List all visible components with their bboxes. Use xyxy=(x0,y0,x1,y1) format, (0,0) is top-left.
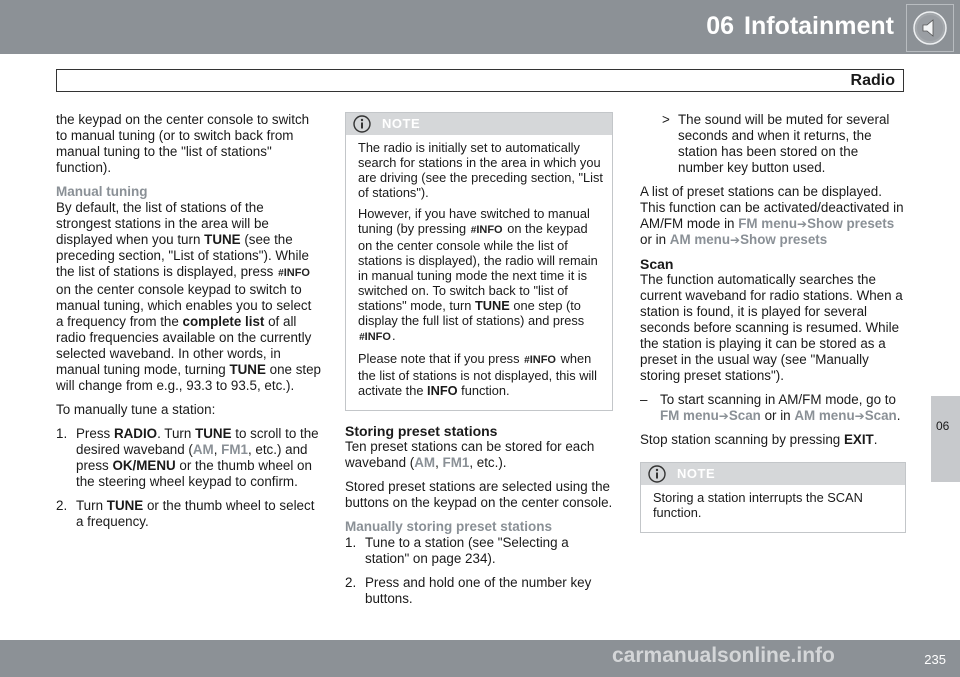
arrow-right-icon: ➔ xyxy=(718,409,729,423)
speaker-icon xyxy=(906,4,954,52)
column-left xyxy=(56,112,322,538)
subheading-manual-tuning: Manual tuning xyxy=(56,184,148,199)
info-icon xyxy=(648,465,666,483)
arrow-right-icon: ➔ xyxy=(730,233,741,247)
list-item: 1. Tune to a station (see "Selecting a station" on page 234). xyxy=(345,535,569,566)
result-item: > The sound will be muted for several seconds and when it returns, the station has been stored on the number key button used. xyxy=(662,112,890,175)
paragraph: Please note that if you press #INFO when the list of stations is not displayed, this will activate the INFO function. xyxy=(358,351,597,398)
paragraph: Stop station scanning by pressing EXIT. xyxy=(640,432,878,447)
paragraph: Stored preset stations are selected using the buttons on the keypad on the center console. xyxy=(345,479,613,510)
note-body xyxy=(641,485,905,532)
paragraph: Storing a station interrupts the SCAN function. xyxy=(653,490,863,520)
paragraph: the keypad on the center console to switch to manual tuning (or to switch back from manual tuning to the "list of stations" function). xyxy=(56,112,310,175)
note-box xyxy=(640,462,906,533)
side-chapter-tab[interactable] xyxy=(931,396,960,482)
list-item: 2. Turn TUNE or the thumb wheel to select a frequency. xyxy=(56,498,315,529)
subheading-manually-storing: Manually storing preset stations xyxy=(345,519,553,534)
note-title: NOTE xyxy=(382,116,421,131)
paragraph: A list of preset stations can be displayed. This function can be activated/deactivated in AM/FM mode in FM menu➔Show presets or in AM menu➔Show presets xyxy=(640,184,904,247)
paragraph: However, if you have switched to manual tuning (by pressing #INFO on the keypad on the center console while the list of stations is displayed), the radio will remain in manual tuning mode the next time it is switched on. To switch back to "list of stations" mode, turn TUNE one step (to display the full list of stations) and press #INFO. xyxy=(358,206,598,343)
column-middle xyxy=(345,112,613,615)
note-body xyxy=(346,135,612,410)
heading-scan: Scan xyxy=(640,256,674,272)
paragraph: Ten preset stations can be stored for each waveband (AM, FM1, etc.). xyxy=(345,439,595,470)
side-tab-label: 06 xyxy=(936,419,950,433)
note-header xyxy=(346,113,612,135)
info-key-icon: #INFO xyxy=(524,354,556,366)
note-title: NOTE xyxy=(677,466,716,481)
column-right xyxy=(640,112,906,545)
page-number: 235 xyxy=(924,652,946,667)
info-key-icon: #INFO xyxy=(278,267,310,279)
chapter-name: Infotainment xyxy=(744,12,894,40)
paragraph: The radio is initially set to automatically search for stations in the area in which you are driving (see the preceding section, "List of stations"). xyxy=(358,140,603,200)
paragraph: The function automatically searches the current waveband for radio stations. When a station is found, it is played for several seconds before scanning is resumed. While the station is playing it can be stored as a preset in the usual way (see "Manually storing preset stations"). xyxy=(640,272,903,383)
info-key-icon: #INFO xyxy=(470,224,503,236)
arrow-right-icon: ➔ xyxy=(797,217,808,231)
header-bar xyxy=(0,0,960,54)
info-key-icon: #INFO xyxy=(359,331,391,343)
paragraph: To manually tune a station: xyxy=(56,402,216,417)
info-icon xyxy=(353,115,371,133)
chapter-title xyxy=(706,10,894,42)
heading-storing-preset-stations: Storing preset stations xyxy=(345,423,498,439)
list-item: 1. Press RADIO. Turn TUNE to scroll to the desired waveband (AM, FM1, etc.) and press OK/MENU or the thumb wheel on the steering wheel keypad to confirm. xyxy=(56,426,319,489)
list-item: 2. Press and hold one of the number key buttons. xyxy=(345,575,592,606)
note-header xyxy=(641,463,905,485)
watermark: carmanualsonline.info xyxy=(612,644,835,667)
note-box xyxy=(345,112,613,411)
arrow-right-icon: ➔ xyxy=(854,409,865,423)
chapter-number: 06 xyxy=(706,12,734,40)
section-bar xyxy=(56,69,904,92)
list-item: – To start scanning in AM/FM mode, go to FM menu➔Scan or in AM menu➔Scan. xyxy=(640,392,901,423)
section-title: Radio xyxy=(850,72,895,89)
paragraph: By default, the list of stations of the strongest stations in the area will be displayed when you turn TUNE (see the preceding section, "List of stations"). While the list of stations is displayed, press #INFO on the center console keypad to switch to manual tuning, which enables you to select a frequency from the complete list of all radio frequencies available on the currently selected waveband. In other words, in manual tuning mode, turning TUNE one step will change from e.g., 93.3 to 93.5, etc.). xyxy=(56,200,321,393)
